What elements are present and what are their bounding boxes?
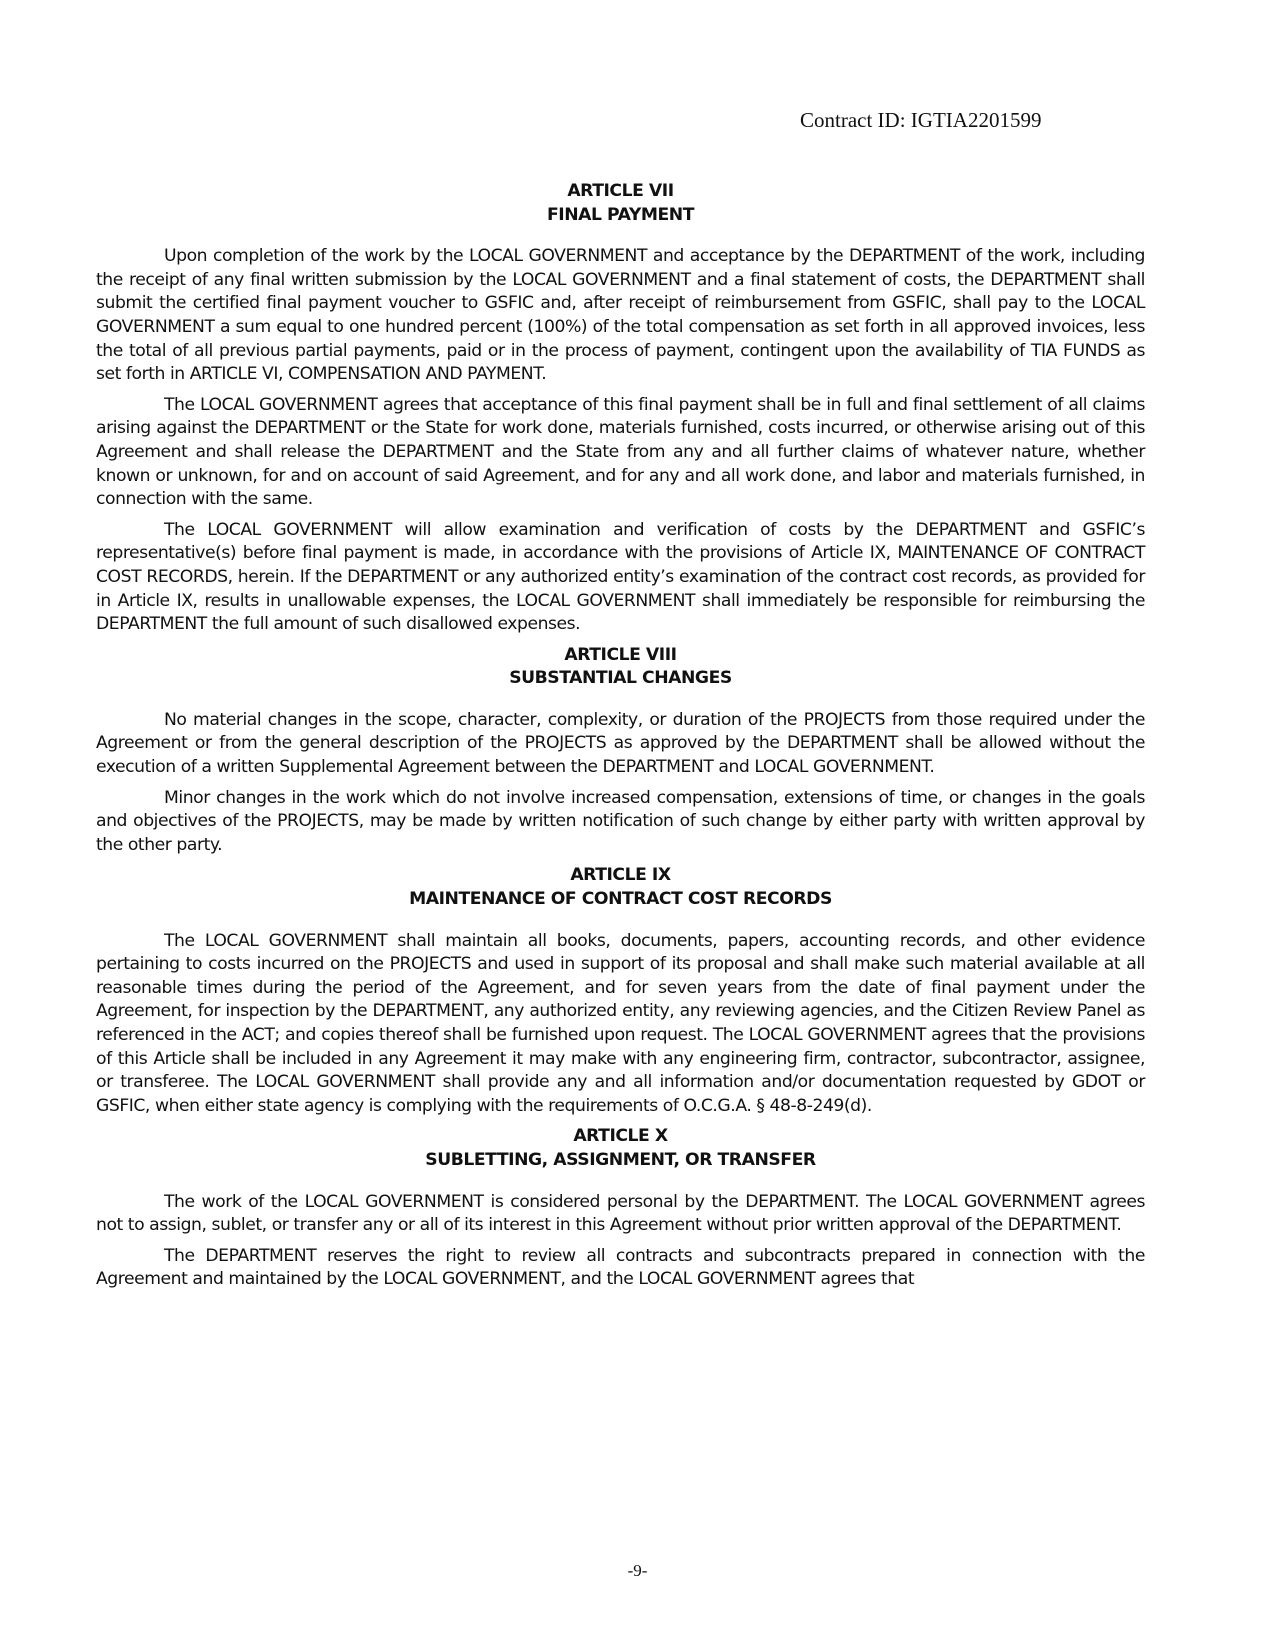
article-number: ARTICLE X <box>573 1126 668 1147</box>
paragraph: No material changes in the scope, character, complexity, or duration of the PROJECTS from those required under the Agreement or from the general description of the PROJECTS as approved by the DEPARTMENT shall be allowed without the execution of a written Supplemental Agreement between the DEPARTMENT and LOCAL GOVERNMENT. <box>96 709 1145 778</box>
article-number: ARTICLE IX <box>570 865 671 886</box>
article-title: SUBSTANTIAL CHANGES <box>509 668 732 689</box>
article-title: FINAL PAYMENT <box>547 204 694 225</box>
article-viii <box>96 644 1145 858</box>
article-ix <box>96 864 1145 1118</box>
paragraph: The work of the LOCAL GOVERNMENT is considered personal by the DEPARTMENT. The LOCAL GOVERNMENT agrees not to assign, sublet, or transfer any or all of its interest in this Agreement without prior written approval of the DEPARTMENT. <box>96 1191 1145 1236</box>
paragraph: The DEPARTMENT reserves the right to review all contracts and subcontracts prepared in connection with the Agreement and maintained by the LOCAL GOVERNMENT, and the LOCAL GOVERNMENT agrees that <box>96 1245 1145 1290</box>
document-body <box>96 180 1145 1292</box>
article-title: MAINTENANCE OF CONTRACT COST RECORDS <box>409 889 832 910</box>
paragraph: Minor changes in the work which do not involve increased compensation, extensions of time, or changes in the goals and objectives of the PROJECTS, may be made by written notification of such change by either party with written approval by the other party. <box>96 787 1145 855</box>
contract-id: Contract ID: IGTIA2201599 <box>800 108 1042 132</box>
article-vii <box>96 180 1145 637</box>
paragraph: Upon completion of the work by the LOCAL GOVERNMENT and acceptance by the DEPARTMENT of the work, including the receipt of any final written submission by the LOCAL GOVERNMENT and a final statement of costs, the DEPARTMENT shall submit the certified final payment voucher to GSFIC and, after receipt of reimbursement from GSFIC, shall pay to the LOCAL GOVERNMENT a sum equal to one hundred percent (100%) of the total compensation as set forth in all approved invoices, less the total of all previous partial payments, paid or in the process of payment, contingent upon the availability of TIA FUNDS as set forth in ARTICLE VI, COMPENSATION AND PAYMENT. <box>96 246 1145 385</box>
paragraph: The LOCAL GOVERNMENT agrees that acceptance of this final payment shall be in full and final settlement of all claims arising against the DEPARTMENT or the State for work done, materials furnished, costs incurred, or otherwise arising out of this Agreement and shall release the DEPARTMENT and the State from any and all further claims of whatever nature, whether known or unknown, for and on account of said Agreement, and for any and all work done, and labor and materials furnished, in connection with the same. <box>96 394 1145 510</box>
page-number: -9- <box>627 1561 648 1580</box>
article-title: SUBLETTING, ASSIGNMENT, OR TRANSFER <box>425 1149 816 1170</box>
article-number: ARTICLE VIII <box>564 644 677 665</box>
article-x <box>96 1125 1145 1292</box>
paragraph: The LOCAL GOVERNMENT shall maintain all books, documents, papers, accounting records, and other evidence pertaining to costs incurred on the PROJECTS and used in support of its proposal and shall make such material available at all reasonable times during the period of the Agreement, and for seven years from the date of final payment under the Agreement, for inspection by the DEPARTMENT, any authorized entity, any reviewing agencies, and the Citizen Review Panel as referenced in the ACT; and copies thereof shall be furnished upon request. The LOCAL GOVERNMENT agrees that the provisions of this Article shall be included in any Agreement it may make with any engineering firm, contractor, subcontractor, assignee, or transferee. The LOCAL GOVERNMENT shall provide any and all information and/or documentation requested by GDOT or GSFIC, when either state agency is complying with the requirements of O.C.G.A. § 48-8-249(d). <box>96 930 1145 1116</box>
article-number: ARTICLE VII <box>567 181 674 201</box>
paragraph: The LOCAL GOVERNMENT will allow examination and verification of costs by the DEPARTMENT and GSFIC’s representative(s) before final payment is made, in accordance with the provisions of Article IX, MAINTENANCE OF CONTRACT COST RECORDS, herein. If the DEPARTMENT or any authorized entity’s examination of the contract cost records, as provided for in Article IX, results in unallowable expenses, the LOCAL GOVERNMENT shall immediately be responsible for reimbursing the DEPARTMENT the full amount of such disallowed expenses. <box>96 519 1145 635</box>
